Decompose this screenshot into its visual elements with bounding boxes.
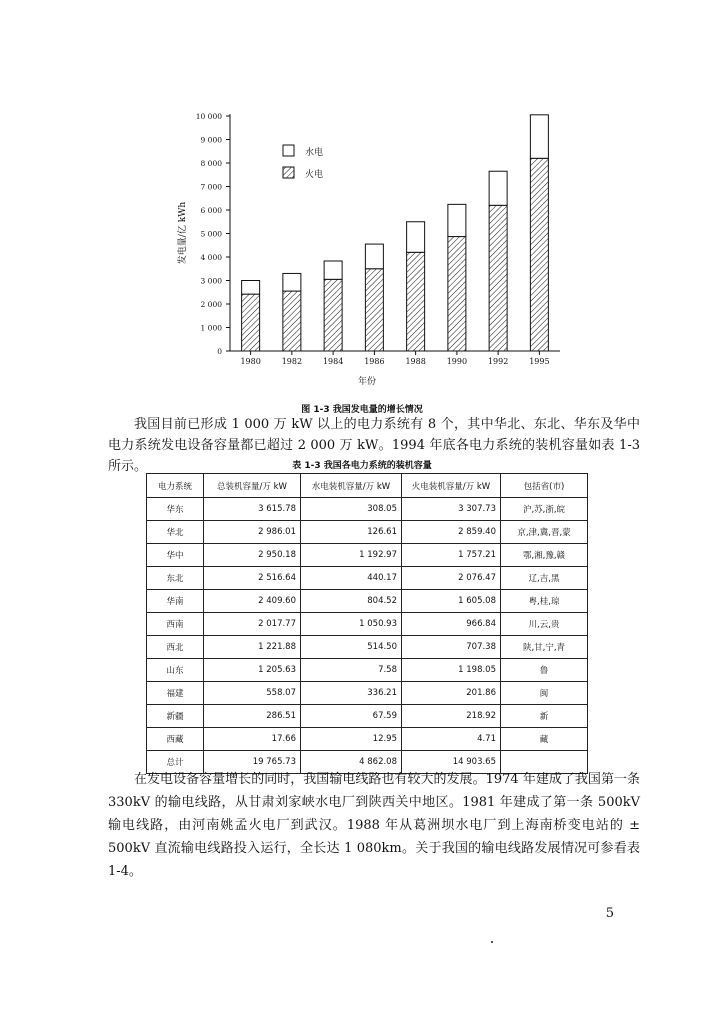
cell-region: 西北 (147, 636, 204, 659)
cell-hydro: 12.95 (301, 728, 402, 751)
x-tick-label: 1992 (487, 357, 509, 366)
cell-hydro: 1 050.93 (301, 613, 402, 636)
cell-hydro: 4 862.08 (301, 751, 402, 774)
cell-total: 286.51 (204, 705, 301, 728)
cell-prov: 藏 (501, 728, 588, 751)
cell-region: 华南 (147, 590, 204, 613)
cell-thermal: 4.71 (402, 728, 501, 751)
cell-hydro: 7.58 (301, 659, 402, 682)
cell-thermal: 1 757.21 (402, 544, 501, 567)
cell-prov: 鲁 (501, 659, 588, 682)
cell-hydro: 1 192.97 (301, 544, 402, 567)
bar-thermal (448, 237, 466, 351)
table-row (147, 705, 588, 728)
cell-hydro: 440.17 (301, 567, 402, 590)
cell-thermal: 3 307.73 (402, 498, 501, 521)
cell-region: 总计 (147, 751, 204, 774)
x-tick-label: 1980 (240, 357, 261, 366)
table-row (147, 659, 588, 682)
x-tick-label: 1995 (529, 357, 550, 366)
cell-prov: 辽,吉,黑 (501, 567, 588, 590)
cell-prov: 沪,苏,浙,皖 (501, 498, 588, 521)
y-tick-label: 2 000 (200, 300, 222, 309)
cell-total: 17.66 (204, 728, 301, 751)
bar-hydro (530, 115, 548, 158)
bar-thermal (283, 291, 301, 351)
y-tick-label: 6 000 (200, 206, 222, 215)
cell-hydro: 126.61 (301, 521, 402, 544)
bar-hydro (407, 222, 425, 253)
cell-region: 华北 (147, 521, 204, 544)
cell-prov: 川,云,贵 (501, 613, 588, 636)
x-tick-label: 1986 (364, 357, 385, 366)
table-row (147, 590, 588, 613)
table-row (147, 636, 588, 659)
cell-region: 华中 (147, 544, 204, 567)
header-hydro: 水电装机容量/万 kW (301, 474, 402, 498)
bar-hydro (448, 204, 466, 236)
cell-thermal: 2 859.40 (402, 521, 501, 544)
table-row (147, 521, 588, 544)
cell-total: 1 221.88 (204, 636, 301, 659)
cell-total: 2 950.18 (204, 544, 301, 567)
cell-thermal: 1 605.08 (402, 590, 501, 613)
cell-hydro: 514.50 (301, 636, 402, 659)
header-thermal: 火电装机容量/万 kW (402, 474, 501, 498)
bar-thermal (324, 279, 342, 351)
table-row (147, 728, 588, 751)
bar-hydro (324, 261, 342, 279)
figure-caption: 图 1-3 我国发电量的增长情况 (301, 405, 423, 415)
x-tick-label: 1982 (281, 357, 303, 366)
cell-prov: 新 (501, 705, 588, 728)
x-tick-label: 1984 (322, 357, 344, 366)
cell-total: 2 017.77 (204, 613, 301, 636)
paragraph-capacity: 我国目前已形成 1 000 万 kW 以上的电力系统有 8 个，其中华北、东北、华东及华中电力系统发电设备容量都已超过 2 000 万 kW。1994 年底各电力系统的装机容量如表 1-3 所示。 (108, 417, 640, 474)
y-tick-label: 4 000 (200, 253, 222, 262)
bar-thermal (365, 269, 383, 351)
y-tick-label: 5 000 (200, 229, 222, 239)
table-header-row (147, 474, 588, 498)
header-provinces: 包括省(市) (501, 474, 588, 498)
legend-label-thermal: 火电 (305, 170, 324, 180)
bar-hydro (365, 244, 383, 269)
cell-region: 山东 (147, 659, 204, 682)
table-row (147, 613, 588, 636)
y-tick-label: 8 000 (200, 159, 222, 168)
cell-hydro: 804.52 (301, 590, 402, 613)
y-tick-label: 9 000 (200, 135, 222, 145)
cell-thermal: 14 903.65 (402, 751, 501, 774)
bar-thermal (489, 205, 507, 351)
cell-thermal: 1 198.05 (402, 659, 501, 682)
cell-total: 2 516.64 (204, 567, 301, 590)
table-caption: 表 1-3 我国各电力系统的装机容量 (292, 461, 432, 471)
bar-hydro (283, 273, 301, 291)
cell-total: 1 205.63 (204, 659, 301, 682)
cell-total: 3 615.78 (204, 498, 301, 521)
paragraph-transmission: 在发电设备容量增长的同时，我国输电线路也有较大的发展。1974 年建成了我国第一条 330kV 的输电线路，从甘肃刘家峡水电厂到陕西关中地区。1981 年建成了第一条 500kV 输电线路，由河南姚孟火电厂到武汉。1988 年从葛洲坝水电厂到上海南桥变电站的 ± 500kV 直流输电线路投入运行，全长达 1 080km。关于我国的输电线路发展情况可参看表 1-4。 (108, 772, 640, 879)
legend-swatch-thermal (283, 167, 294, 178)
cell-thermal: 201.86 (402, 682, 501, 705)
page-number: 5 (605, 906, 614, 921)
x-tick-label: 1990 (446, 357, 468, 366)
cell-region: 东北 (147, 567, 204, 590)
bar-thermal (530, 158, 548, 351)
cell-region: 西藏 (147, 728, 204, 751)
legend-label-hydro: 水电 (305, 148, 324, 158)
generation-chart (0, 0, 724, 400)
cell-thermal: 2 076.47 (402, 567, 501, 590)
scan-speck (491, 941, 493, 943)
cell-prov: 京,津,冀,晋,蒙 (501, 521, 588, 544)
x-tick-label: 1988 (405, 357, 426, 366)
cell-thermal: 218.92 (402, 705, 501, 728)
cell-total: 19 765.73 (204, 751, 301, 774)
table-row (147, 567, 588, 590)
cell-hydro: 336.21 (301, 682, 402, 705)
y-tick-label: 3 000 (200, 276, 222, 286)
bar-thermal (407, 252, 425, 351)
bar-hydro (242, 281, 260, 295)
cell-region: 华东 (147, 498, 204, 521)
y-tick-label: 10 000 (195, 112, 222, 121)
cell-total: 2 409.60 (204, 590, 301, 613)
bar-thermal (242, 294, 260, 351)
cell-prov: 鄂,湘,豫,赣 (501, 544, 588, 567)
chart-legend (283, 145, 323, 180)
cell-thermal: 966.84 (402, 613, 501, 636)
cell-prov: 粤,桂,琼 (501, 590, 588, 613)
capacity-table (146, 473, 588, 774)
cell-prov: 闽 (501, 682, 588, 705)
cell-hydro: 67.59 (301, 705, 402, 728)
table-row (147, 682, 588, 705)
header-total: 总装机容量/万 kW (204, 474, 301, 498)
y-tick-label: 1 000 (200, 323, 222, 333)
header-system: 电力系统 (147, 474, 204, 498)
cell-region: 西南 (147, 613, 204, 636)
table-row (147, 544, 588, 567)
legend-swatch-hydro (283, 145, 294, 156)
cell-region: 新疆 (147, 705, 204, 728)
cell-thermal: 707.38 (402, 636, 501, 659)
cell-total: 558.07 (204, 682, 301, 705)
bar-hydro (489, 171, 507, 205)
table-row (147, 498, 588, 521)
cell-prov: 陕,甘,宁,青 (501, 636, 588, 659)
cell-hydro: 308.05 (301, 498, 402, 521)
cell-region: 福建 (147, 682, 204, 705)
y-tick-label: 7 000 (200, 182, 222, 192)
y-axis-label: 发电量/亿 kWh (178, 201, 188, 265)
y-tick-label: 0 (217, 347, 222, 356)
x-axis-label: 年份 (357, 377, 377, 387)
cell-total: 2 986.01 (204, 521, 301, 544)
